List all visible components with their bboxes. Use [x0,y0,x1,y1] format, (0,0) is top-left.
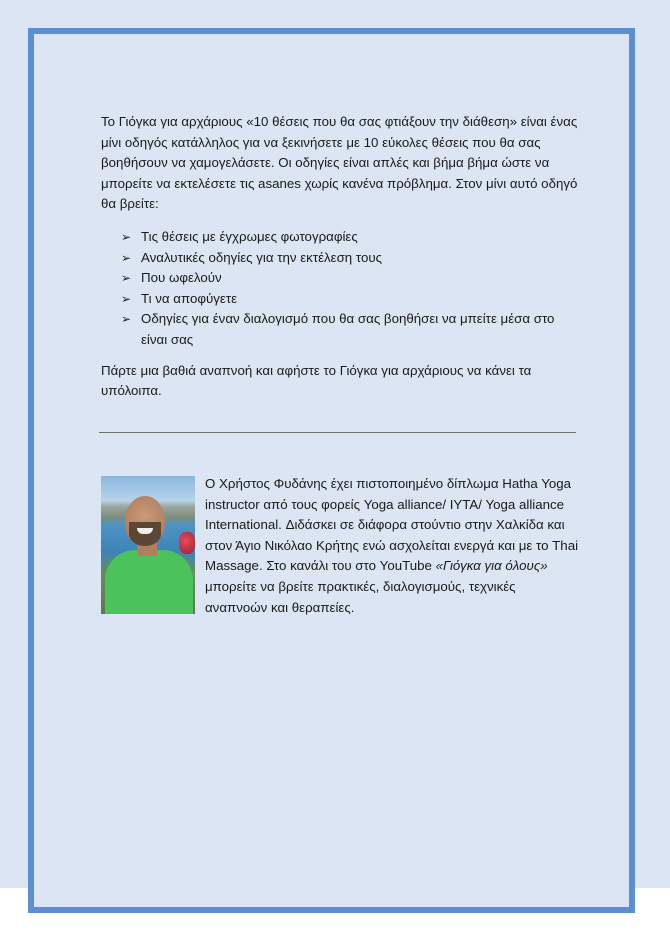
list-item [101,227,579,248]
list-item-text: Οδηγίες για έναν διαλογισμό που θα σας βοηθήσει να μπείτε μέσα στο είναι σας [141,311,555,347]
intro-section [101,112,579,402]
bio-text-start: Ο Χρήστος Φυδάνης έχει πιστοποιημένο δίπλωμα Hatha Yoga instructor από τους φορείς Yoga alliance/ IYTA/ Yoga alliance International. Διδάσκει σε διάφορα στούντιο στην Χαλκίδα και στον Άγιο Νικόλαο Κρήτης ενώ ασχολείται ενεργά και με το Thai Massage. Στο κανάλι του στο YouTube [205,476,579,574]
bio-text-end: μπορείτε να βρείτε πρακτικές, διαλογισμούς, τεχνικές αναπνοών και θεραπείες. [205,578,516,615]
arrow-bullet-icon: ➢ [121,271,132,286]
arrow-bullet-icon: ➢ [121,229,132,244]
list-item-text: Που ωφελούν [141,270,222,286]
youtube-channel-name: «Γιόγκα για όλους» [435,558,548,574]
list-item [101,289,579,310]
author-bio [101,474,579,618]
list-item-text: Τις θέσεις με έγχρωμες φωτογραφίες [141,228,358,244]
section-divider [99,432,576,433]
list-item [101,268,579,289]
feature-list [101,227,579,351]
arrow-bullet-icon: ➢ [121,312,132,327]
closing-paragraph: Πάρτε μια βαθιά αναπνοή και αφήστε το Γιόγκα για αρχάριους να κάνει τα υπόλοιπα. [101,362,532,399]
intro-paragraph: Το Γιόγκα για αρχάριους «10 θέσεις που θα σας φτιάξουν την διάθεση» είναι ένας μίνι οδηγός κατάλληλος για να ξεκινήσετε με 10 εύκολες θέσεις που θα σας βοηθήσουν να χαμογελάσετε. Οι οδηγίες είναι απλές και βήμα βήμα ώστε να μπορείτε να εκτελέσετε τις asanes χωρίς κανένα πρόβλημα. Στον μίνι αυτό οδηγό θα βρείτε: [101,114,578,212]
frame-inner-bottom [34,888,629,907]
author-photo [101,476,195,614]
list-item [101,248,579,269]
list-item-text: Αναλυτικές οδηγίες για την εκτέλεση τους [141,249,383,265]
list-item-text: Τι να αποφύγετε [141,290,238,306]
list-item [101,309,579,350]
arrow-bullet-icon: ➢ [121,291,132,306]
arrow-bullet-icon: ➢ [121,250,132,265]
